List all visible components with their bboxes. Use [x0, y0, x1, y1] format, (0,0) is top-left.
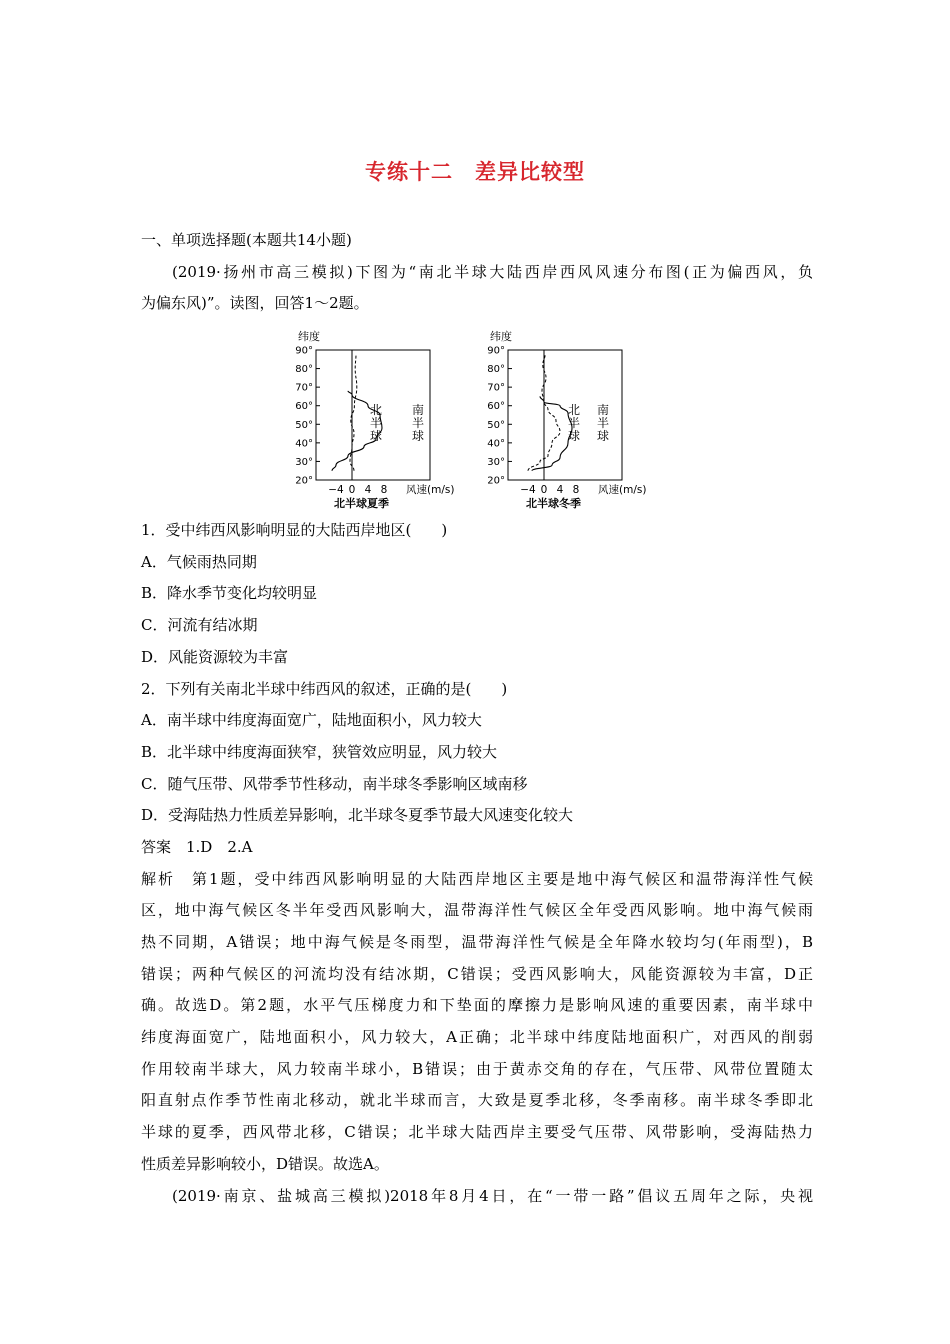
chart-winter-caption: 北半球冬季 [526, 497, 581, 510]
chart-winter-label-south-2: 半 [597, 416, 610, 430]
y-tick-label: 50° [487, 419, 505, 431]
chart-winter-label-north-3: 球 [568, 429, 581, 443]
y-tick-label: 90° [295, 345, 313, 357]
q2-option-d: D．受海陆热力性质差异影响，北半球冬夏季节最大风速变化较大 [141, 806, 574, 824]
x-tick-label: 0 [348, 484, 356, 496]
y-tick-label: 40° [295, 438, 313, 450]
x-tick-label: 4 [364, 484, 372, 496]
analysis-line-7: 作用较南半球大，风力较南半球小，B错误；由于黄赤交角的存在，气压带、风带位置随太 [141, 1060, 813, 1078]
chart-summer-label-south-1: 南 [412, 403, 425, 417]
chart-summer-label-north-3: 球 [370, 429, 383, 443]
q1-option-b: B．降水季节变化均较明显 [141, 584, 318, 602]
question-1: 1．受中纬西风影响明显的大陆西岸地区( ) [141, 521, 448, 539]
chart-winter-label-south-1: 南 [597, 403, 610, 417]
y-tick-label: 30° [295, 456, 313, 468]
x-tick-label: 0 [540, 484, 548, 496]
chart-summer-caption: 北半球夏季 [334, 497, 389, 510]
x-tick-label: −4 [520, 484, 536, 496]
page-title [0, 156, 950, 186]
intro-line-2: 为偏东风)”。读图，回答1～2题。 [141, 294, 369, 312]
analysis-line-3: 热不同期，A错误；地中海气候是冬雨型，温带海洋性气候是全年降水较均匀(年雨型)，B [141, 933, 813, 951]
chart-winter [487, 329, 646, 510]
title-sub: 差异比较型 [475, 160, 585, 184]
y-tick-label: 20° [295, 475, 313, 487]
x-tick-label: 8 [572, 484, 580, 496]
analysis-line-2: 区，地中海气候区冬半年受西风影响大，温带海洋性气候区全年受西风影响。地中海气候雨 [141, 901, 813, 919]
x-tick-label: 8 [380, 484, 388, 496]
q2-option-c: C．随气压带、风带季节性移动，南半球冬季影响区域南移 [141, 775, 528, 793]
answer-line: 答案 1.D 2.A [141, 838, 253, 856]
y-tick-label: 20° [487, 475, 505, 487]
next-intro-line: (2019·南京、盐城高三模拟)2018年8月4日，在“一带一路”倡议五周年之际，央视 [172, 1187, 813, 1205]
chart-winter-label-north-1: 北 [568, 403, 581, 417]
analysis-line-8: 阳直射点作季节性南北移动，就北半球而言，大致是夏季北移，冬季南移。南半球冬季即北 [141, 1091, 813, 1109]
intro-line-1: (2019·扬州市高三模拟)下图为“南北半球大陆西岸西风风速分布图(正为偏西风，负 [172, 263, 813, 281]
y-tick-label: 50° [295, 419, 313, 431]
chart-summer-label-south-2: 半 [412, 416, 425, 430]
chart-winter-label-south-3: 球 [597, 429, 610, 443]
y-tick-label: 80° [487, 364, 505, 376]
x-tick-label: −4 [328, 484, 344, 496]
y-tick-label: 90° [487, 345, 505, 357]
question-2: 2．下列有关南北半球中纬西风的叙述，正确的是( ) [141, 680, 508, 698]
q1-option-a: A．气候雨热同期 [141, 553, 257, 571]
y-tick-label: 80° [295, 364, 313, 376]
chart-summer-label-south-3: 球 [412, 429, 425, 443]
chart-summer-label-north-1: 北 [370, 403, 383, 417]
chart-summer-label-north-2: 半 [370, 416, 383, 430]
chart-winter-y-title: 纬度 [490, 330, 512, 343]
y-tick-label: 60° [487, 401, 505, 413]
chart-summer-y-title: 纬度 [298, 330, 320, 343]
q1-option-d: D．风能资源较为丰富 [141, 648, 289, 666]
analysis-line-1: 解析 第1题，受中纬西风影响明显的大陆西岸地区主要是地中海气候区和温带海洋性气候 [141, 870, 813, 888]
wind-speed-figure [286, 326, 666, 510]
analysis-line-10: 性质差异影响较小，D错误。故选A。 [141, 1155, 389, 1173]
title-main: 专练十二 [365, 160, 453, 184]
chart-winter-label-north-2: 半 [568, 416, 581, 430]
section-heading: 一、单项选择题(本题共14小题) [141, 231, 352, 249]
chart-winter-x-unit: 风速(m/s) [598, 484, 647, 496]
y-tick-label: 70° [487, 382, 505, 394]
analysis-line-6: 纬度海面宽广，陆地面积小，风力较大，A正确；北半球中纬度陆地面积广，对西风的削弱 [141, 1028, 813, 1046]
analysis-line-4: 错误；两种气候区的河流均没有结冰期，C错误；受西风影响大，风能资源较为丰富，D正 [141, 965, 813, 983]
chart-winter-south-series [532, 396, 572, 470]
x-tick-label: 4 [556, 484, 564, 496]
analysis-line-5: 确。故选D。第2题，水平气压梯度力和下垫面的摩擦力是影响风速的重要因素，南半球中 [141, 996, 813, 1014]
y-tick-label: 60° [295, 401, 313, 413]
chart-summer-x-unit: 风速(m/s) [406, 484, 455, 496]
y-tick-label: 70° [295, 382, 313, 394]
q2-option-b: B．北半球中纬度海面狭窄，狭管效应明显，风力较大 [141, 743, 498, 761]
y-tick-label: 40° [487, 438, 505, 450]
y-tick-label: 30° [487, 456, 505, 468]
analysis-line-9: 半球的夏季，西风带北移，C错误；北半球大陆西岸主要受气压带、风带影响，受海陆热力 [141, 1123, 813, 1141]
q2-option-a: A．南半球中纬度海面宽广，陆地面积小，风力较大 [141, 711, 482, 729]
chart-summer [295, 329, 454, 510]
q1-option-c: C．河流有结冰期 [141, 616, 258, 634]
